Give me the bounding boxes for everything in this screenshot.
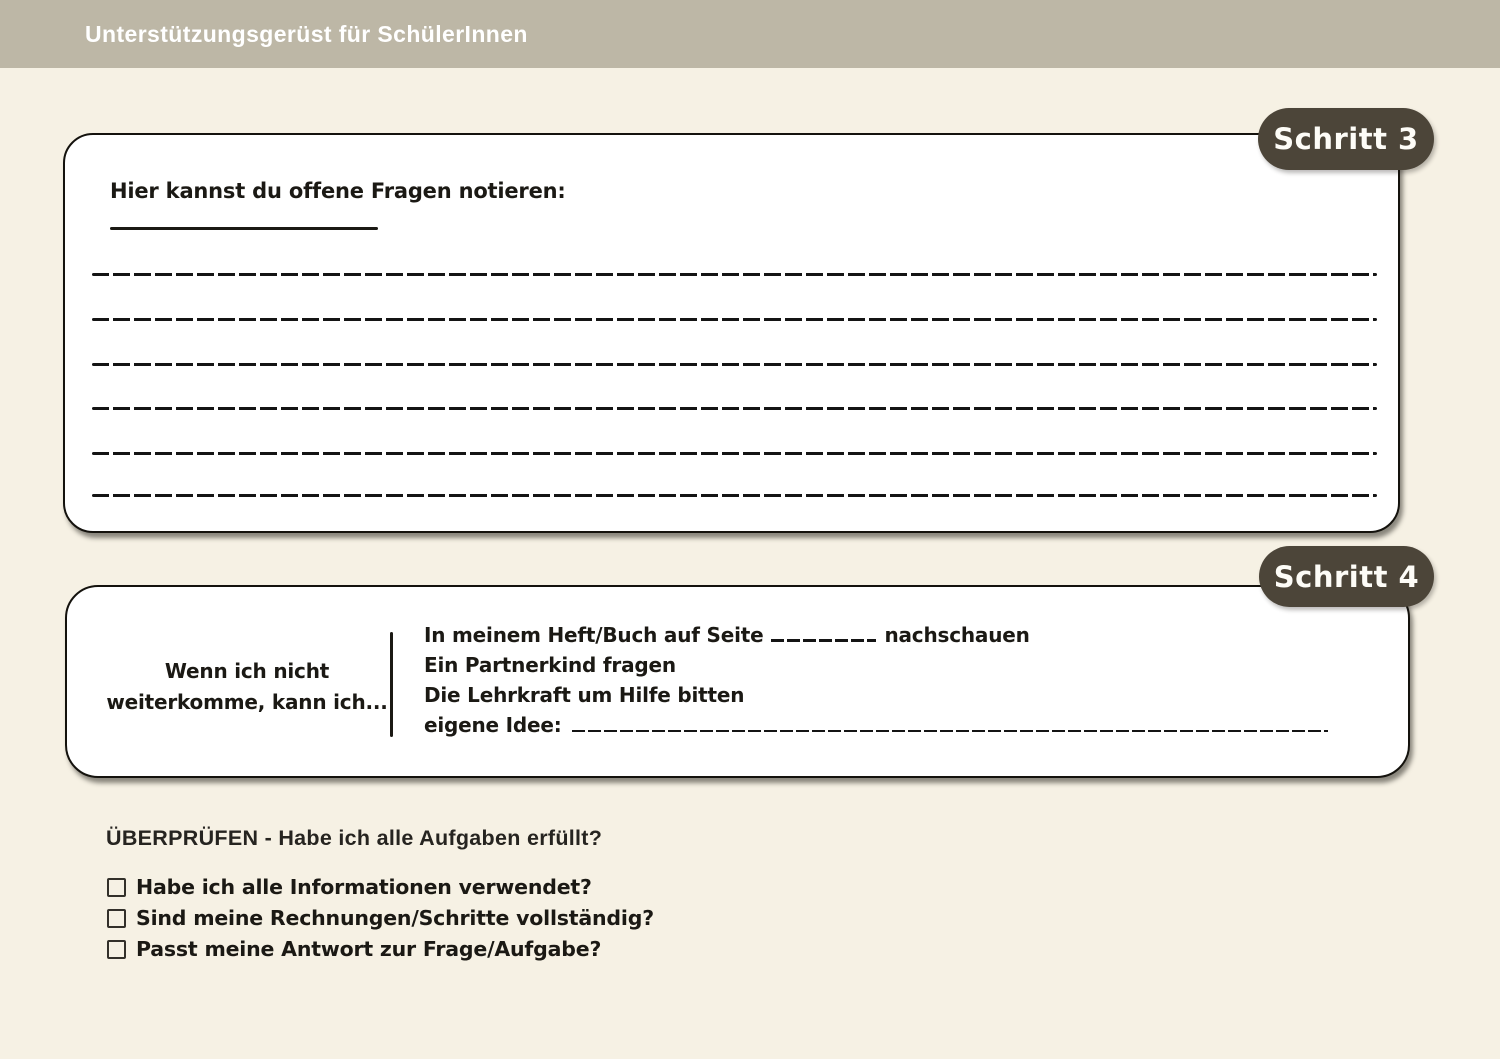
checkbox[interactable]: [107, 909, 126, 928]
option-text: nachschauen: [884, 623, 1030, 647]
step4-option-4: [424, 710, 1370, 740]
checklist-item: [107, 903, 707, 934]
writing-line: [92, 363, 1377, 366]
step3-badge: [1258, 108, 1434, 170]
checklist-item: [107, 872, 707, 903]
checklist-label: Sind meine Rechnungen/Schritte vollständig?: [136, 906, 654, 930]
checkbox[interactable]: [107, 940, 126, 959]
option-text: eigene Idee:: [424, 713, 562, 737]
step4-option-2: [424, 650, 1370, 680]
step4-badge-label: Schritt 4: [1273, 559, 1420, 594]
checklist-label: Passt meine Antwort zur Frage/Aufgabe?: [136, 937, 602, 961]
writing-line: [92, 452, 1377, 455]
option-text: Die Lehrkraft um Hilfe bitten: [424, 683, 745, 707]
option-text: In meinem Heft/Buch auf Seite: [424, 623, 764, 647]
checklist-item: [107, 934, 707, 965]
step4-option-1: [424, 620, 1370, 650]
checkbox[interactable]: [107, 878, 126, 897]
step3-card: [63, 133, 1400, 533]
step4-intro: Wenn ich nicht weiterkomme, kann ich...: [106, 659, 388, 714]
writing-line: [92, 407, 1377, 410]
step4-badge: [1259, 546, 1434, 607]
step4-options: [424, 620, 1370, 740]
writing-line: [92, 494, 1377, 497]
review-heading: ÜBERPRÜFEN - Habe ich alle Aufgaben erfüllt?: [106, 826, 603, 850]
writing-line: [92, 318, 1377, 321]
step4-card: [65, 585, 1410, 778]
checklist-label: Habe ich alle Informationen verwendet?: [136, 875, 592, 899]
step3-badge-label: Schritt 3: [1273, 122, 1419, 156]
page-number-blank: [771, 628, 876, 642]
step4-option-3: [424, 680, 1370, 710]
page-title: Unterstützungsgerüst für SchülerInnen: [85, 20, 528, 47]
own-idea-blank: [572, 718, 1328, 732]
header-bar: [0, 0, 1500, 68]
option-text: Ein Partnerkind fragen: [424, 653, 676, 677]
step3-prompt-underline: [110, 227, 378, 230]
step4-divider: [390, 632, 393, 737]
review-checklist: [107, 872, 707, 965]
writing-line: [92, 273, 1377, 276]
step3-prompt: Hier kannst du offene Fragen notieren:: [110, 179, 566, 203]
